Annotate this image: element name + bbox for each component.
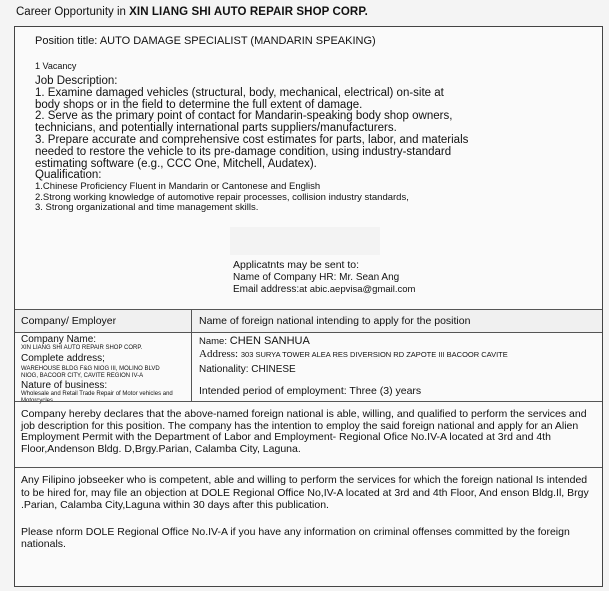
job-description-line: body shops or in the field to determine the full extent of damage.	[35, 98, 363, 111]
qualification-line: 1.Chinese Proficiency Fluent in Mandarin or Cantonese and English	[35, 181, 321, 193]
job-description	[35, 76, 595, 214]
qualification-line: 2.Strong working knowledge of automotive repair processes, collision industry standards,	[35, 191, 409, 203]
position-section	[15, 27, 602, 306]
table-header	[15, 309, 602, 333]
applicants-hr: Name of Company HR: Mr. Sean Ang	[233, 271, 400, 283]
job-description-line: estimating software (e.g., CCC One, Mitchell, Audatex).	[35, 157, 317, 170]
employer-address-label: Complete address;	[21, 353, 105, 364]
foreign-national-period: Intended period of employment: Three (3) years	[199, 385, 422, 397]
foreign-national-address-label: Address:	[199, 348, 239, 360]
qualification-heading: Qualification:	[35, 169, 102, 182]
header	[16, 6, 368, 18]
employer-name: XIN LIANG SHI AUTO REPAIR SHOP CORP.	[21, 345, 143, 351]
position-title-value: AUTO DAMAGE SPECIALIST (MANDARIN SPEAKING)	[99, 35, 376, 47]
employer-name-label: Company Name:	[21, 334, 97, 345]
table-divider	[191, 309, 192, 401]
declaration-section	[15, 401, 602, 468]
applicants-email	[233, 284, 415, 297]
position-title	[35, 35, 376, 47]
employer-details	[21, 335, 173, 405]
foreign-national-name	[199, 335, 310, 347]
job-description-line: 2. Serve as the primary point of contact for Mandarin-speaking body shop owners,	[35, 110, 453, 123]
applicants-heading: Applicatnts may be sent to:	[233, 259, 360, 271]
faded-text-area	[230, 227, 380, 255]
employer-address-line: WAREHOUSE BLDG F&G NIOG III, MOLINO BLVD	[21, 366, 160, 372]
job-description-line: needed to restore the vehicle to its pre-damage condition, using industry-standard	[35, 145, 452, 158]
foreign-national-address-value: 303 SURYA TOWER ALEA RES DIVERSION RD ZAPOTE III BACOOR CAVITE	[240, 350, 508, 359]
employer-address-line: NIOG, BACOOR CITY, CAVITE REGION IV-A	[21, 373, 144, 379]
applicants-email-value: at abic.aepvisa@gmail.com	[299, 284, 416, 295]
foreign-national-name-label: Name:	[199, 336, 227, 347]
notice-frame	[14, 26, 603, 587]
foreign-national-address	[199, 348, 508, 360]
applicants-email-label: Email address:	[233, 284, 300, 295]
employer-business-line: Motorcycles	[21, 398, 54, 404]
foreign-national-nationality: Nationality: CHINESE	[199, 364, 296, 375]
job-description-line: 1. Examine damaged vehicles (structural, body, mechanical, electrical) on-site at	[35, 86, 444, 99]
job-description-line: 3. Prepare accurate and comprehensive cost estimates for parts, labor, and materials	[35, 133, 469, 146]
position-title-label: Position title:	[35, 35, 98, 47]
job-description-heading: Job Description:	[35, 75, 118, 87]
declaration-text: Company hereby declares that the above-named foreign national is able, willing, and qualified to perform the services and job description for this position. The company has the intention to employ the said foreign national and apply for an Alien Employment Permit with the Department of Labor and Employment- Regional Ofice No.IV-A located at 3rd and 4th Floor,Andenson Bldg. D,Brgy.Parian, Calamba City, Laguna.	[21, 408, 587, 455]
objection-section	[15, 467, 602, 586]
header-company: XIN LIANG SHI AUTO REPAIR SHOP CORP.	[129, 6, 368, 18]
applicants-block	[233, 259, 415, 297]
notice-text: Please nform DOLE Regional Office No.IV-A if you have any information on criminal offenses committed by the foreign nationals.	[21, 525, 570, 550]
job-description-line: technicians, and potentially international parts suppliers/manufacturers.	[35, 122, 397, 135]
qualification-line: 3. Strong organizational and time management skills.	[35, 202, 259, 214]
employer-business-label: Nature of business:	[21, 380, 108, 391]
vacancy-count: 1 Vacancy	[35, 61, 77, 71]
table-header-foreign-national: Name of foreign national intending to apply for the position	[199, 315, 471, 327]
employer-business-line: Wholesale and Retail Trade Repair of Motor vehicles and	[21, 391, 173, 397]
header-prefix: Career Opportunity in	[16, 6, 126, 18]
foreign-national-name-value: CHEN SANHUA	[229, 335, 310, 347]
objection-text: Any Filipino jobseeker who is competent, able and willing to perform the services for which the foreign national Is intended to be hired for, may file an objection at DOLE Regional Office No,IV-A located at 3rd and 4th Floor, And enson Bldg.Il, Brgy .Parian, Calamba City,Laguna within 30 days after this publication.	[21, 474, 589, 511]
table-header-employer: Company/ Employer	[21, 315, 117, 327]
